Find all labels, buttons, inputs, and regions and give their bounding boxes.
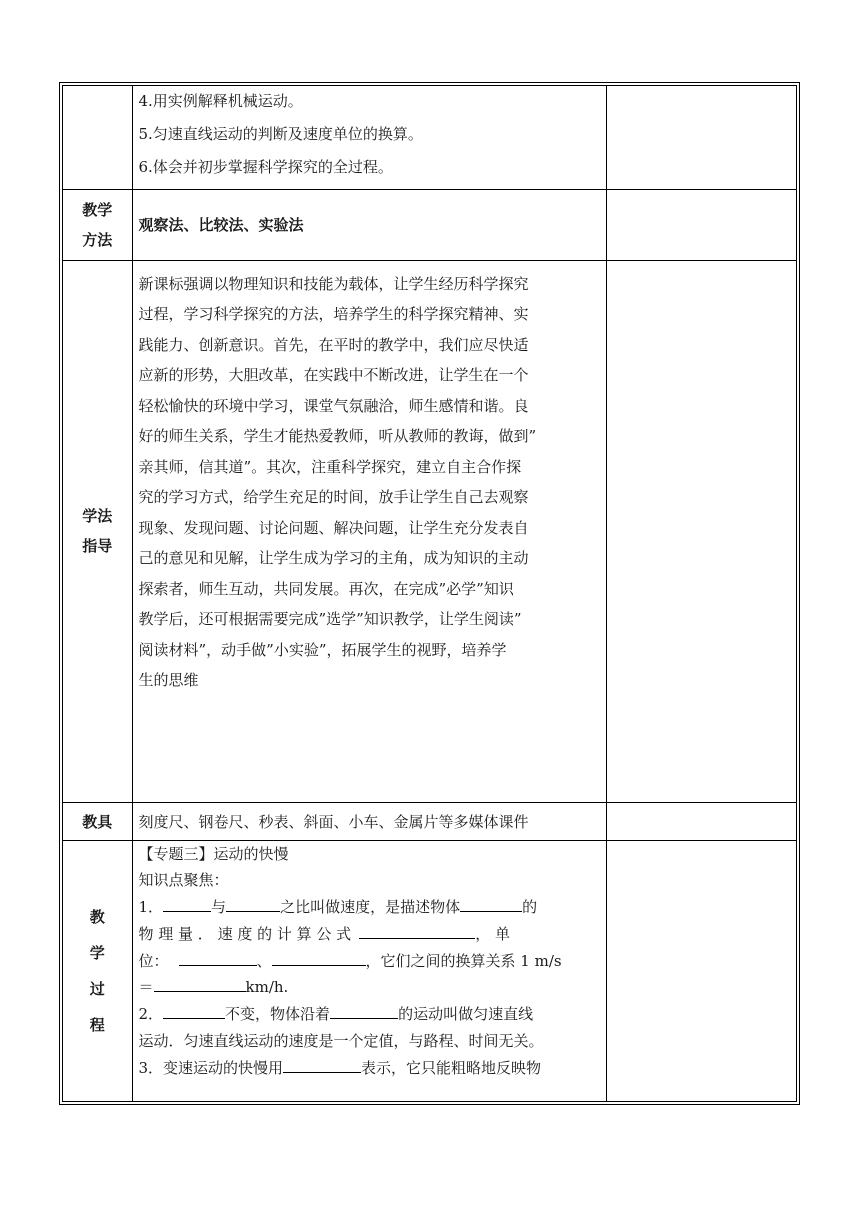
notes-cell xyxy=(606,260,796,802)
question-1-line-1: 1． 与 之比叫做速度，是描述物体 的 xyxy=(139,894,600,921)
fill-blank xyxy=(163,894,211,912)
fill-blank xyxy=(272,948,366,966)
focus-heading: 知识点聚焦： xyxy=(138,871,229,890)
question-1-line-4: ＝ km/h. xyxy=(139,974,600,1001)
notes-cell xyxy=(606,189,796,260)
objectives-cell xyxy=(132,86,606,189)
objective-item: 4.用实例解释机械运动。 xyxy=(138,92,303,110)
objectives-row xyxy=(63,86,796,189)
teaching-method-label: 教学 方法 xyxy=(63,189,132,260)
notes-cell xyxy=(606,802,796,840)
paragraph-line: 轻松愉快的环境中学习，课堂气氛融洽，师生感情和谐。良 xyxy=(138,396,529,415)
notes-cell xyxy=(606,86,796,189)
paragraph-line: 好的师生关系，学生才能热爱教师，听从教师的教诲，做到” xyxy=(138,427,537,445)
teaching-process-label: 教 学 过 程 xyxy=(63,840,132,1101)
teaching-method-content: 观察法、比较法、实验法 xyxy=(132,189,606,260)
question-3-line-1: 3．变速运动的快慢用 表示，它只能粗略地反映物 xyxy=(139,1055,600,1082)
paragraph-line: 探索者，师生互动，共同发展。再次，在完成”必学”知识 xyxy=(138,579,514,598)
paragraph-line: 应新的形势，大胆改革，在实践中不断改进，让学生在一个 xyxy=(138,366,529,384)
teaching-process-content xyxy=(132,840,606,1101)
tools-content: 刻度尺、钢卷尺、秒表、斜面、小车、金属片等多媒体课件 xyxy=(132,802,606,840)
paragraph-line: 亲其师，信其道”。其次，注重科学探究，建立自主合作探 xyxy=(138,457,522,476)
paragraph-line: 阅读材料”，动手做”小实验”，拓展学生的视野，培养学 xyxy=(138,640,507,659)
fill-blank xyxy=(359,921,475,939)
objectives-label-cell xyxy=(63,86,132,189)
fill-blank xyxy=(179,948,257,966)
fill-blank xyxy=(226,894,280,912)
objective-item: 5.匀速直线运动的判断及速度单位的换算。 xyxy=(138,125,423,143)
paragraph-line: 现象、发现问题、讨论问题、解决问题，让学生充分发表自 xyxy=(138,518,529,537)
study-guidance-content xyxy=(132,260,606,802)
paragraph-line: 教学后，还可根据需要完成”选学”知识教学，让学生阅读” xyxy=(138,610,522,628)
tools-row xyxy=(63,802,796,840)
teaching-method-row xyxy=(63,189,796,260)
question-1-line-3: 位： 、 ，它们之间的换算关系 1 m/s xyxy=(139,948,600,975)
lesson-plan-frame xyxy=(59,82,800,1105)
lesson-plan-table xyxy=(63,86,796,1101)
topic-heading: 【专题三】运动的快慢 xyxy=(138,844,289,863)
fill-blank xyxy=(163,1001,225,1019)
paragraph-line: 生的思维 xyxy=(138,671,199,689)
paragraph-line: 新课标强调以物理知识和技能为载体，让学生经历科学探究 xyxy=(138,274,529,293)
question-1-line-2: 物 理 量 ． 速 度 的 计 算 公 式 ， 单 xyxy=(139,921,600,948)
teaching-process-row xyxy=(63,840,796,1101)
fill-blank xyxy=(154,974,246,992)
fill-blank xyxy=(330,1001,398,1019)
tools-label: 教具 xyxy=(63,802,132,840)
paragraph-line: 践能力、创新意识。首先，在平时的教学中，我们应尽快适 xyxy=(138,335,529,354)
study-guidance-label: 学法 指导 xyxy=(63,260,132,802)
paragraph-line: 究的学习方式，给学生充足的时间，放手让学生自己去观察 xyxy=(138,488,529,506)
fill-blank xyxy=(460,894,522,912)
objective-item: 6.体会并初步掌握科学探究的全过程。 xyxy=(138,158,393,176)
notes-cell xyxy=(606,840,796,1101)
fill-blank xyxy=(283,1055,361,1073)
paragraph-line: 己的意见和见解，让学生成为学习的主角，成为知识的主动 xyxy=(138,549,529,567)
study-guidance-row xyxy=(63,260,796,802)
question-2-line-2: 运动．匀速直线运动的速度是一个定值，与路程、时间无关。 xyxy=(138,1032,544,1051)
question-2-line-1: 2． 不变，物体沿着 的运动叫做匀速直线 xyxy=(139,1001,600,1028)
paragraph-line: 过程，学习科学探究的方法，培养学生的科学探究精神、实 xyxy=(138,305,529,323)
